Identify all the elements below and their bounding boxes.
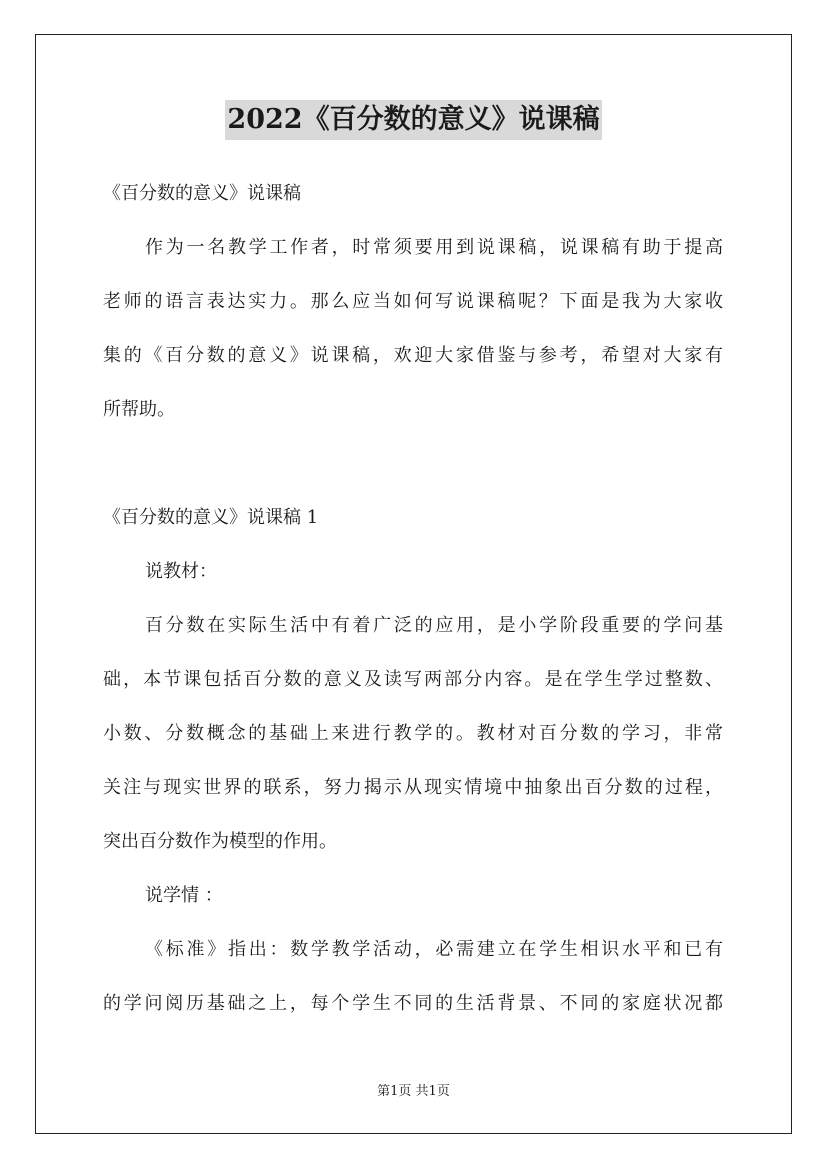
heading-students: 说学情 ： (145, 885, 223, 906)
textbook-line: 小数、分数概念的基础上来进行教学的。教材对百分数的学习，非常 (103, 723, 723, 744)
heading-textbook: 说教材： (145, 561, 217, 582)
page-footer: 第1页 共1页 (377, 1084, 450, 1099)
section-title: 《百分数的意义》说课稿 1 (103, 507, 319, 528)
intro-line: 集的《百分数的意义》说课稿，欢迎大家借鉴与参考，希望对大家有 (103, 345, 723, 366)
textbook-line: 础，本节课包括百分数的意义及读写两部分内容。是在学生学过整数、 (103, 669, 723, 690)
intro-line: 作为一名教学工作者，时常须要用到说课稿，说课稿有助于提高 (145, 237, 723, 258)
subtitle: 《百分数的意义》说课稿 (103, 183, 301, 204)
intro-line: 所帮助。 (103, 399, 175, 420)
textbook-line: 关注与现实世界的联系，努力揭示从现实情境中抽象出百分数的过程， (103, 777, 723, 798)
students-line: 的学问阅历基础之上，每个学生不同的生活背景、不同的家庭状况都 (103, 993, 723, 1014)
textbook-line: 突出百分数作为模型的作用。 (103, 831, 337, 852)
students-line: 《标准》指出：数学教学活动，必需建立在学生相识水平和已有 (145, 939, 723, 960)
document-title-text: 2022《百分数的意义》说课稿 (225, 100, 601, 140)
document-title (0, 100, 827, 140)
intro-line: 老师的语言表达实力。那么应当如何写说课稿呢？下面是我为大家收 (103, 291, 723, 312)
textbook-line: 百分数在实际生活中有着广泛的应用，是小学阶段重要的学问基 (145, 615, 723, 636)
